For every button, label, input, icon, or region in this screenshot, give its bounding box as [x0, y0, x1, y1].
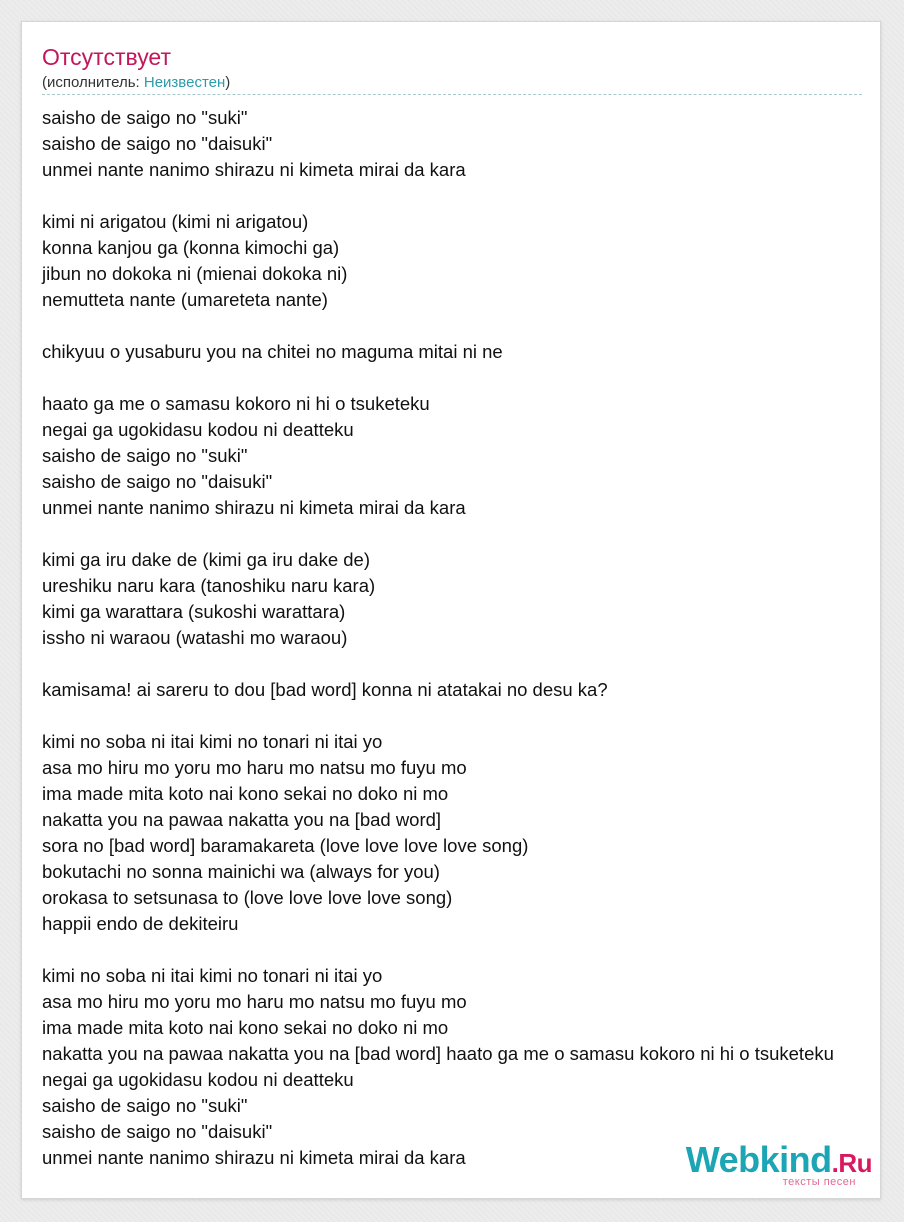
lyric-line: ima made mita koto nai kono sekai no doko ni mo	[42, 1017, 449, 1038]
lyric-line: haato ga me o samasu kokoro ni hi o tsuketeku	[42, 393, 430, 414]
webkind-logo[interactable]	[682, 1140, 872, 1190]
lyric-line	[42, 313, 834, 339]
lyric-line: saisho de saigo no "suki"	[42, 1095, 248, 1116]
lyric-line: saisho de saigo no "suki"	[42, 445, 248, 466]
title-divider	[42, 94, 862, 95]
lyric-line: kimi ga iru dake de (kimi ga iru dake de)	[42, 549, 371, 570]
lyric-line: ima made mita koto nai kono sekai no doko ni mo	[42, 783, 449, 804]
lyric-line: unmei nante nanimo shirazu ni kimeta mirai da kara	[42, 1147, 466, 1168]
song-title: Отсутствует	[42, 44, 171, 70]
lyric-line: orokasa to setsunasa to (love love love love song)	[42, 887, 453, 908]
lyric-line: saisho de saigo no "suki"	[42, 107, 248, 128]
lyric-line: chikyuu o yusaburu you na chitei no maguma mitai ni ne	[42, 341, 503, 362]
lyric-line	[42, 937, 834, 963]
lyric-line: kimi ga warattara (sukoshi warattara)	[42, 601, 346, 622]
lyric-line: saisho de saigo no "daisuki"	[42, 133, 273, 154]
lyric-line	[42, 183, 834, 209]
lyric-line: jibun no dokoka ni (mienai dokoka ni)	[42, 263, 348, 284]
lyric-line: ureshiku naru kara (tanoshiku naru kara)	[42, 575, 376, 596]
lyric-line: negai ga ugokidasu kodou ni deatteku	[42, 419, 354, 440]
lyric-line	[42, 651, 834, 677]
artist-link[interactable]: Неизвестен	[143, 74, 226, 91]
logo-main-text: Webkind	[685, 1139, 832, 1180]
logo-domain-text: .Ru	[831, 1148, 872, 1178]
lyric-line: konna kanjou ga (konna kimochi ga)	[42, 237, 340, 258]
lyric-line: nakatta you na pawaa nakatta you na [bad word] haato ga me o samasu kokoro ni hi o tsuketeku	[42, 1043, 834, 1064]
lyric-line: negai ga ugokidasu kodou ni deatteku	[42, 1069, 354, 1090]
lyric-line: happii endo de dekiteiru	[42, 913, 239, 934]
lyric-line: kamisama! ai sareru to dou [bad word] konna ni atatakai no desu ka?	[42, 679, 608, 700]
lyrics-body	[42, 105, 834, 1171]
lyric-line: unmei nante nanimo shirazu ni kimeta mirai da kara	[42, 497, 466, 518]
lyrics-card	[21, 21, 881, 1199]
lyric-line	[42, 521, 834, 547]
lyric-line: sora no [bad word] baramakareta (love love love love song)	[42, 835, 529, 856]
lyric-line: issho ni waraou (watashi mo waraou)	[42, 627, 348, 648]
lyric-line: kimi ni arigatou (kimi ni arigatou)	[42, 211, 309, 232]
lyric-line	[42, 703, 834, 729]
lyric-line: kimi no soba ni itai kimi no tonari ni itai yo	[42, 731, 383, 752]
artist-prefix: (исполнитель:	[42, 74, 144, 91]
lyric-line: unmei nante nanimo shirazu ni kimeta mirai da kara	[42, 159, 466, 180]
logo-tagline: тексты песен	[782, 1176, 856, 1188]
lyric-line	[42, 365, 834, 391]
artist-line	[42, 74, 230, 92]
lyric-line: saisho de saigo no "daisuki"	[42, 471, 273, 492]
lyric-line: kimi no soba ni itai kimi no tonari ni itai yo	[42, 965, 383, 986]
lyric-line: nemutteta nante (umareteta nante)	[42, 289, 328, 310]
lyric-line: saisho de saigo no "daisuki"	[42, 1121, 273, 1142]
lyric-line: nakatta you na pawaa nakatta you na [bad word]	[42, 809, 442, 830]
lyric-line: bokutachi no sonna mainichi wa (always for you)	[42, 861, 440, 882]
lyric-line: asa mo hiru mo yoru mo haru mo natsu mo fuyu mo	[42, 757, 467, 778]
artist-suffix: )	[225, 74, 231, 91]
lyric-line: asa mo hiru mo yoru mo haru mo natsu mo fuyu mo	[42, 991, 467, 1012]
